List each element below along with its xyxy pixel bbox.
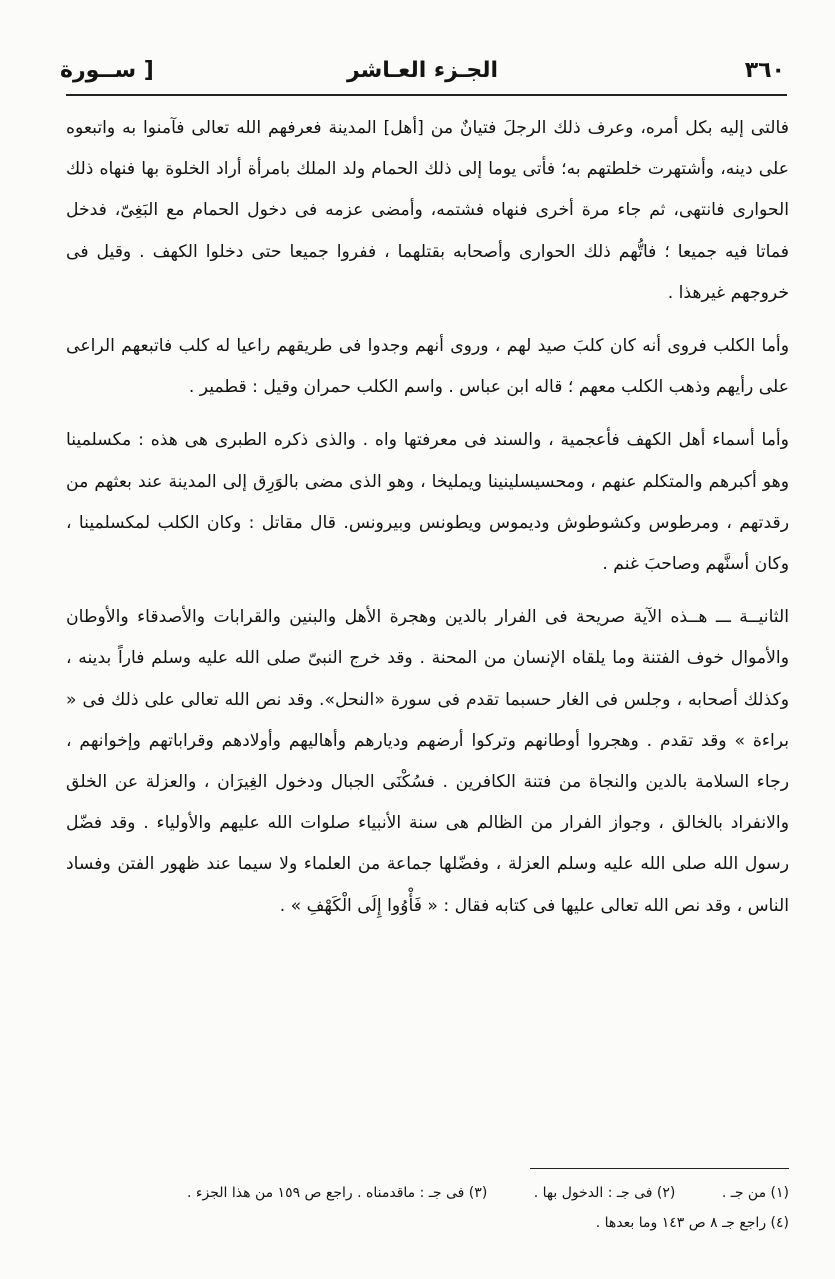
footnote-4: (٤) راجع جـ ٨ ص ١٤٣ وما بعدها . bbox=[595, 1215, 789, 1231]
paragraph: فالتى إليه بكل أمره، وعرف ذلك الرجلَ فتيانٌ من [أهل] المدينة فعرفهم الله تعالى فآمنوا به واتبعوه على دينه، وأشتهرت خلطتهم به؛ فأتى يوما إلى ذلك الحمام ولد الملك بامرأة أراد الخلوة بها فنهاه ذلك الحوارى فانتهى، ثم جاء مرة أخرى فنهاه فشتمه، وأمضى عزمه فى دخول الحمام مع البَغِىّ، فدخل فماتا فيه جميعا ؛ فاتُّهم ذلك الحوارى وأصحابه بقتلهما ، ففروا جميعا حتى دخلوا الكهف . وقيل فى خروجهم غيرهذا . bbox=[66, 118, 789, 303]
paragraph: وأما أسماء أهل الكهف فأعجمية ، والسند فى معرفتها واه . والذى ذكره الطبرى هى هذه : مكسلمينا وهو أكبرهم والمتكلم عنهم ، ومحسيسلينينا ويمليخا ، وهو الذى مضى بالوَرِق إلى المدينة عند بعثهم من رقدتهم ، ومرطوس وكشوطوش وديموس ويطونس وبيرونس. قال مقاتل : وكان الكلب لمكسلمينا ، وكان أسنَّهم وصاحبَ غنم . bbox=[66, 430, 789, 575]
footnote-rule bbox=[530, 1168, 789, 1169]
footnote-3: (٣) فى جـ : ماقدمناه . راجع ص ١٥٩ من هذا الجزء . bbox=[187, 1185, 488, 1201]
part-title: الجـزء العـاشر bbox=[346, 57, 499, 83]
running-header bbox=[60, 46, 785, 94]
sura-label: [ ســورة bbox=[60, 57, 154, 83]
paragraph: الثانيــة ـــ هــذه الآية صريحة فى الفرار بالدين وهجرة الأهل والبنين والقرابات والأصدقاء والأوطان والأموال خوف الفتنة وما يلقاه الإنسان من المحنة . وقد خرج النبىّ صلى الله عليه وسلم فاراً بدينه ، وكذلك أصحابه ، وجلس فى الغار حسبما تقدم فى سورة «النحل». وقد نص الله تعالى على ذلك فى « براءة » وقد تقدم . وهجروا أوطانهم وتركوا أرضهم وديارهم وأهاليهم وأولادهم وقراباتهم وإخوانهم ، رجاء السلامة بالدين والنجاة من فتنة الكافرين . فسُكْنَى الجبال ودخول الغِيرَان ، والعزلة عن الخلق والانفراد بالخالق ، وجواز الفرار من الظالم هى سنة الأنبياء صلوات الله عليهم والأولياء . وقد فضّل رسول الله صلى الله عليه وسلم العزلة ، وفضّلها جماعة من العلماء ولا سيما عند ظهور الفتن وفساد الناس ، وقد نص الله تعالى عليها فى كتابه فقال : « فَأْوُوا إِلَى الْكَهْفِ » . bbox=[66, 607, 789, 916]
footnote-line bbox=[70, 1208, 789, 1238]
footnote-line bbox=[70, 1178, 789, 1208]
page-number: ٣٦٠ bbox=[744, 57, 785, 83]
footnote-1: (١) من جـ . bbox=[721, 1185, 789, 1201]
paragraph: وأما الكلب فروى أنه كان كلبَ صيد لهم ، وروى أنهم وجدوا فى طريقهم راعيا له كلب فاتبعهم الراعى على رأيهم وذهب الكلب معهم ؛ قاله ابن عباس . واسم الكلب حمران وقيل : قطمير . bbox=[66, 336, 789, 398]
footnotes bbox=[70, 1178, 789, 1238]
header-rule bbox=[66, 94, 787, 96]
footnote-2: (٢) فى جـ : الدخول بها . bbox=[533, 1185, 676, 1201]
main-text bbox=[66, 108, 789, 939]
